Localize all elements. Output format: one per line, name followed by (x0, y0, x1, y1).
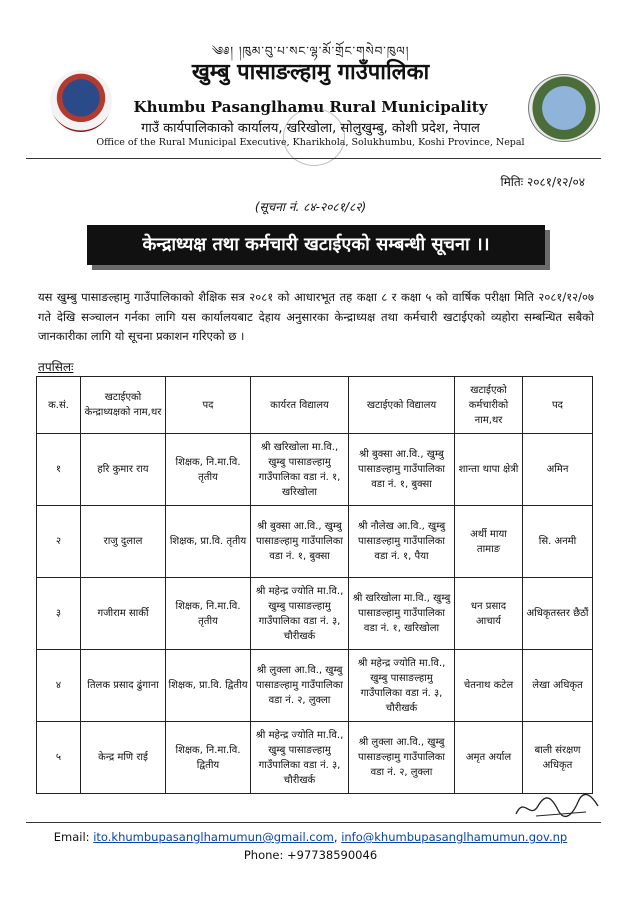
cell-staff-name: धन प्रसाद आचार्य (455, 578, 523, 650)
table-row (37, 506, 593, 578)
cell-staff-name: अमृत अर्याल (455, 722, 523, 794)
cell-staff-post: सि. अनमी (523, 506, 593, 578)
cell-chief-post: शिक्षक, नि.मा.वि. तृतीय (166, 578, 251, 650)
email-label: Email: (53, 830, 90, 844)
cell-sn: १ (37, 434, 81, 506)
cell-working-school: श्री खरिखोला मा.वि., खुम्बु पासाङल्हामु गाउँपालिका वडा नं. १, खरिखोला (251, 434, 349, 506)
cell-chief-name: राजु दुलाल (81, 506, 166, 578)
footer-divider (26, 822, 601, 823)
cell-staff-post: अधिकृतस्तर छैठौं (523, 578, 593, 650)
footer-phone: Phone: +97738590046 (243, 848, 378, 862)
signature-icon (506, 786, 606, 826)
details-label: तपसिलः (38, 360, 74, 374)
cell-staff-post: अमिन (523, 434, 593, 506)
table-row (37, 578, 593, 650)
col-header-post: पद (166, 377, 251, 434)
cell-chief-post: शिक्षक, प्रा.वि. तृतीय (166, 506, 251, 578)
notice-title-banner: केन्द्राध्यक्ष तथा कर्मचारी खटाईएको सम्बन्धी सूचना ।। (87, 225, 545, 265)
table-header-row (37, 377, 593, 434)
cell-assigned-school: श्री खरिखोला मा.वि., खुम्बु पासाङल्हामु गाउँपालिका वडा नं. १, खरिखोला (349, 578, 455, 650)
municipality-name-english: Khumbu Pasanglhamu Rural Municipality (133, 98, 488, 116)
cell-staff-post: लेखा अधिकृत (523, 650, 593, 722)
cell-chief-post: शिक्षक, नि.मा.वि. द्वितीय (166, 722, 251, 794)
cell-assigned-school: श्री महेन्द्र ज्योति मा.वि., खुम्बु पासाङल्हामु गाउँपालिका वडा नं. ३, चौरीखर्क (349, 650, 455, 722)
col-header-center-chief: खटाईएको केन्द्राध्यक्षको नाम,थर (81, 377, 166, 434)
col-header-staff-name: खटाईएको कर्मचारीको नाम,थर (455, 377, 523, 434)
col-header-sn: क.सं. (37, 377, 81, 434)
email-link-gmail[interactable]: ito.khumbupasanglhamumun@gmail.com (93, 830, 334, 844)
cell-staff-name: शान्ता थापा क्षेत्री (455, 434, 523, 506)
col-header-staff-post: पद (523, 377, 593, 434)
cell-sn: २ (37, 506, 81, 578)
col-header-working-school: कार्यरत विद्यालय (251, 377, 349, 434)
cell-assigned-school: श्री लुक्ला आ.वि., खुम्बु पासाङल्हामु गाउँपालिका वडा नं. २, लुक्ला (349, 722, 455, 794)
footer-email-line (0, 830, 621, 844)
header-divider (26, 158, 601, 159)
notice-number: (सूचना नं. ८४-२०८१/८२) (254, 200, 367, 214)
cell-working-school: श्री महेन्द्र ज्योति मा.वि., खुम्बु पासाङल्हामु गाउँपालिका वडा नं. ३, चौरीखर्क (251, 722, 349, 794)
table-row (37, 722, 593, 794)
cell-working-school: श्री महेन्द्र ज्योति मा.वि., खुम्बु पासाङल्हामु गाउँपालिका वडा नं. ३, चौरीखर्क (251, 578, 349, 650)
cell-sn: ४ (37, 650, 81, 722)
notice-date: मितिः २०८१/१२/०४ (500, 175, 585, 189)
cell-chief-name: केन्द्र मणि राई (81, 722, 166, 794)
col-header-assigned-school: खटाईएको विद्यालय (349, 377, 455, 434)
cell-chief-name: हरि कुमार राय (81, 434, 166, 506)
cell-chief-post: शिक्षक, प्रा.वि. द्वितीय (166, 650, 251, 722)
cell-staff-post: बाली संरक्षण अधिकृत (523, 722, 593, 794)
cell-working-school: श्री बुक्सा आ.वि., खुम्बु पासाङल्हामु गाउँपालिका वडा नं. १, बुक्सा (251, 506, 349, 578)
cell-staff-name: अर्थी माया तामाङ (455, 506, 523, 578)
cell-working-school: श्री लुक्ला आ.वि., खुम्बु पासाङल्हामु गाउँपालिका वडा नं. २, लुक्ला (251, 650, 349, 722)
cell-chief-post: शिक्षक, नि.मा.वि. तृतीय (166, 434, 251, 506)
cell-assigned-school: श्री नौलेख आ.वि., खुम्बु पासाङल्हामु गाउँपालिका वडा नं. १, पैया (349, 506, 455, 578)
office-address-english: Office of the Rural Municipal Executive, Kharikhola, Solukhumbu, Koshi Province, Nepal (96, 137, 525, 148)
table-row (37, 434, 593, 506)
email-separator: , (333, 830, 338, 844)
cell-sn: ३ (37, 578, 81, 650)
cell-chief-name: गजीराम सार्की (81, 578, 166, 650)
municipality-name-nepali: खुम्बु पासाङल्हामु गाउँपालिका (191, 60, 430, 85)
notice-body: यस खुम्बु पासाङल्हामु गाउँपालिकाको शैक्षिक सत्र २०८१ को आधारभूत तह कक्षा ८ र कक्षा ५ को वार्षिक परीक्षा मिति २०८१/१२/०७ गते देखि सञ्चालन गर्नका लागि यस कार्यालयबाट देहाय अनुसारका केन्द्राध्यक्ष तथा कर्मचारी खटाईएको व्यहोरा सम्बन्धित सबैको जानकारीका लागि यो सूचना प्रकाशन गरिएको छ । (38, 290, 594, 343)
cell-chief-name: तिलक प्रसाद ढुंगाना (81, 650, 166, 722)
cell-assigned-school: श्री बुक्सा आ.वि., खुम्बु पासाङल्हामु गाउँपालिका वडा नं. १, बुक्सा (349, 434, 455, 506)
tibetan-header-line: ༄༅། །ཁུམ་བུ་པ་སང་ལྷ་མོ་གྲོང་གསེབ་ཁུལ། (211, 44, 410, 58)
cell-staff-name: चेतनाथ कटेल (455, 650, 523, 722)
table-row (37, 650, 593, 722)
cell-sn: ५ (37, 722, 81, 794)
email-link-official[interactable]: info@khumbupasanglhamumun.gov.np (341, 830, 568, 844)
office-address-nepali: गाउँ कार्यपालिकाको कार्यालय, खरिखोला, सोलुखुम्बु, कोशी प्रदेश, नेपाल (141, 121, 480, 136)
assignment-table (36, 376, 593, 794)
